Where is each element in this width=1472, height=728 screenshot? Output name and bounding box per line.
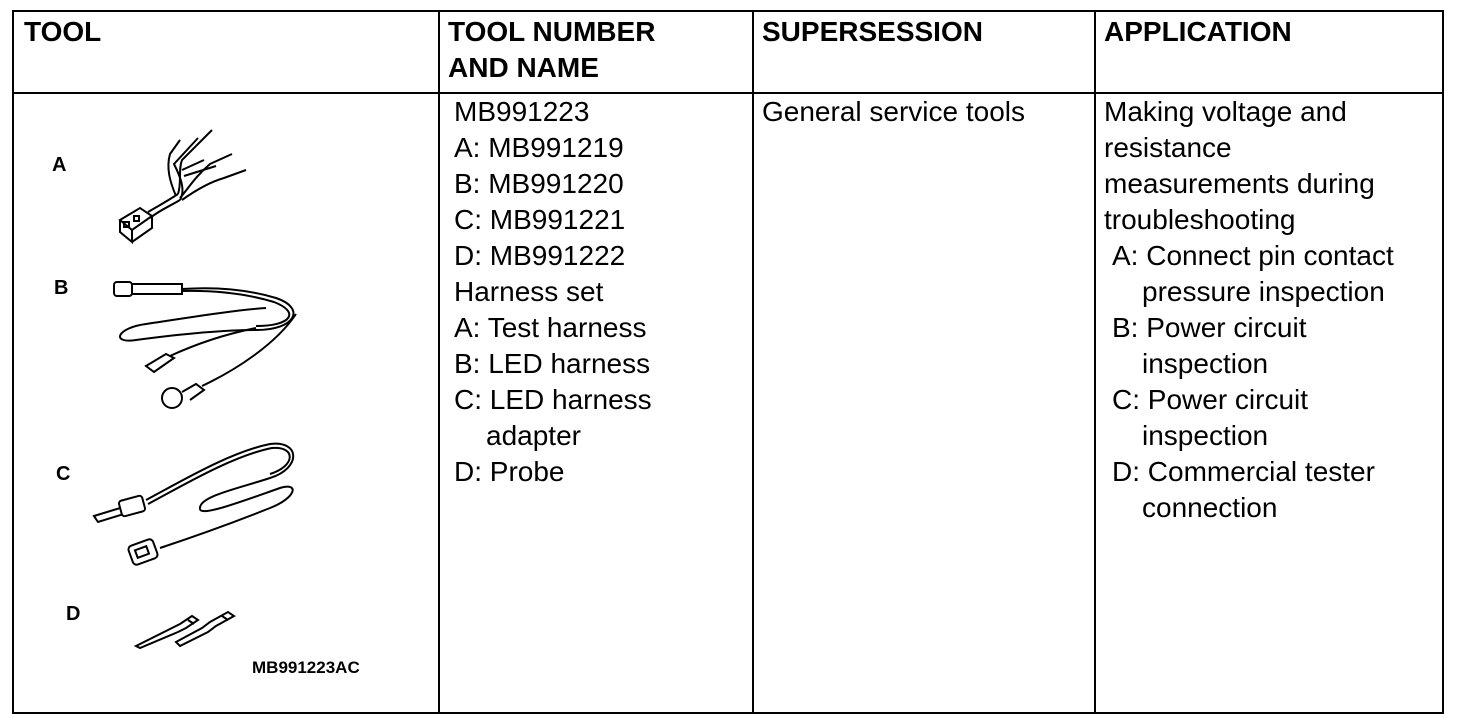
tool-name-c: C: LED harness <box>454 384 652 415</box>
tool-number-list <box>450 94 652 490</box>
tool-number-a: A: MB991219 <box>454 132 624 163</box>
header-tool: TOOL <box>24 16 102 47</box>
tool-name-b: B: LED harness <box>454 348 651 379</box>
application-text <box>1104 94 1394 526</box>
probe-illustration <box>132 600 242 650</box>
header-tool-number-line1: TOOL NUMBER <box>448 16 656 47</box>
led-harness-illustration <box>106 274 306 414</box>
application-item-d-cont: connection <box>1142 492 1278 523</box>
test-harness-illustration <box>100 120 250 250</box>
tool-number-c: C: MB991221 <box>454 204 626 235</box>
tool-name-d: D: Probe <box>454 456 565 487</box>
header-tool-number-line2: AND NAME <box>448 52 599 83</box>
tool-number-d: D: MB991222 <box>454 240 626 271</box>
application-item-b: B: Power circuit <box>1112 312 1307 343</box>
column-divider <box>438 12 440 712</box>
header-supersession: SUPERSESSION <box>762 16 983 47</box>
column-divider <box>752 12 754 712</box>
tool-label-a: A <box>52 154 67 176</box>
tool-name-main: Harness set <box>454 276 604 307</box>
tool-name-c-cont: adapter <box>486 420 581 451</box>
application-item-a-cont: pressure inspection <box>1142 276 1385 307</box>
illustration-caption: MB991223AC <box>252 658 360 677</box>
application-intro-2: resistance <box>1104 132 1232 163</box>
tool-label-d: D <box>66 603 81 625</box>
tool-label-b: B <box>54 277 69 299</box>
application-item-a: A: Connect pin contact <box>1112 240 1394 271</box>
special-tools-table <box>12 10 1444 714</box>
supersession-value: General service tools <box>762 96 1026 127</box>
led-harness-adapter-illustration <box>90 438 310 578</box>
application-intro-3: measurements during <box>1104 168 1375 199</box>
application-intro-4: troubleshooting <box>1104 204 1296 235</box>
header-application: APPLICATION <box>1104 16 1292 47</box>
header-tool-number <box>448 14 655 86</box>
tool-label-c: C <box>56 463 71 485</box>
application-item-b-cont: inspection <box>1142 348 1269 379</box>
tool-number-main: MB991223 <box>454 96 590 127</box>
tool-name-a: A: Test harness <box>454 312 647 343</box>
application-item-c: C: Power circuit <box>1112 384 1309 415</box>
column-divider <box>1094 12 1096 712</box>
tool-number-b: B: MB991220 <box>454 168 624 199</box>
application-item-d: D: Commercial tester <box>1112 456 1375 487</box>
application-item-c-cont: inspection <box>1142 420 1269 451</box>
application-intro-1: Making voltage and <box>1104 96 1347 127</box>
